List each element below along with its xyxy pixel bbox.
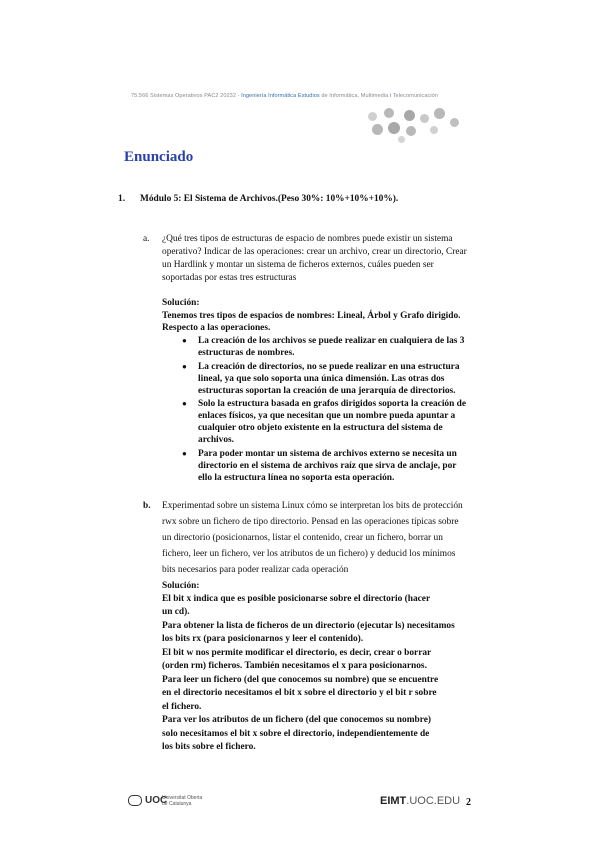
eimt-logo: [380, 795, 460, 807]
question-b-line: bits necesarios para poder realizar cada operación: [162, 565, 349, 575]
solution-b-line: el fichero.: [162, 702, 202, 712]
bullet-text: lineal, ya que solo soporta una única dimensión. Las otras dos: [198, 374, 445, 384]
university-name: [162, 795, 202, 807]
eimt-domain: .UOC.EDU: [406, 795, 461, 807]
question-b-line: fichero, leer un fichero, ver los atributos de un fichero) y deducid los mínimos: [162, 549, 456, 559]
bullet-dot: ●: [182, 362, 187, 371]
solution-a-label: Solución:: [162, 298, 200, 308]
solution-b-line: solo necesitamos el bit x sobre el directorio, independientemente de: [162, 729, 430, 739]
running-header: [131, 93, 438, 99]
uoc-logo-icon: [128, 795, 142, 806]
bullet-text: estructuras soportan la creación de una jerarquía de directorios.: [198, 386, 456, 396]
solution-b-line: los bits sobre el fichero.: [162, 742, 256, 752]
question-a-letter: a.: [143, 234, 150, 244]
header-course: 75.566 Sistemas Operativos PAC2 20232 -: [131, 93, 242, 99]
bullet-text: cualquier otro objeto existente en la estructura del sistema de: [198, 423, 443, 433]
question-b-line: un directorio (posicionarnos, listar el contenido, crear un fichero, borrar un: [162, 533, 443, 543]
solution-b-line: Para ver los atributos de un fichero (del que conocemos su nombre): [162, 715, 431, 725]
question-a-line: soportadas por estas tres estructuras: [162, 273, 297, 283]
solution-b-line: los bits rx (para posicionarnos y leer el contenido).: [162, 634, 364, 644]
eimt-text: EIMT: [380, 795, 407, 807]
question-b-letter: b.: [143, 501, 151, 511]
bullet-text: archivos.: [198, 435, 235, 445]
solution-b-label: Solución:: [162, 581, 200, 591]
solution-b-line: Para obtener la lista de ficheros de un directorio (ejecutar ls) necesitamos: [162, 621, 455, 631]
solution-b-line: en el directorio necesitamos el bit x sobre el directorio y el bit r sobre: [162, 688, 437, 698]
header-school: de Informática, Multimedia: [319, 93, 390, 99]
bullet-text: La creación de los archivos se puede realizar en cualquiera de las 3: [198, 336, 465, 346]
university-line: Universitat Oberta: [162, 795, 203, 801]
solution-a-line: Respecto a las operaciones.: [162, 323, 271, 333]
solution-b-line: El bit x indica que es posible posicionarse sobre el directorio (hacer: [162, 594, 431, 604]
header-separator: i: [389, 93, 392, 99]
solution-b-line: Para leer un fichero (del que conocemos su nombre) que se encuentre: [162, 675, 439, 685]
bullet-text: Solo la estructura basada en grafos dirigidos soporta la creación de: [198, 399, 467, 409]
bullet-text: La creación de directorios, no se puede realizar en una estructura: [198, 362, 460, 372]
header-studies: Ingeniería Informática Estudios: [241, 93, 320, 99]
header-telecom: Telecomunicación: [391, 93, 438, 99]
bullet-text: ello la estructura línea no soporta esta operación.: [198, 473, 395, 483]
question-a-line: operativo? Indicar de las operaciones: crear un archivo, crear un directorio, Crear: [162, 247, 467, 257]
bullet-text: Para poder montar un sistema de archivos externo se necesita un: [198, 449, 457, 459]
question-a-line: un Hardlink y montar un sistema de ficheros externos, cuáles pueden ser: [162, 260, 434, 270]
question-b-line: rwx sobre un fichero de tipo directorio. Pensad en las operaciones típicas sobre: [162, 517, 459, 527]
item-number: 1.: [118, 194, 126, 204]
item-heading: Módulo 5: El Sistema de Archivos.(Peso 30%: 10%+10%+10%).: [140, 194, 399, 204]
bullet-text: enlaces físicos, ya que necesitan que un nombre pueda apuntar a: [198, 411, 456, 421]
university-line: de Catalunya: [162, 801, 192, 807]
uoc-logo-text: UOC: [145, 795, 168, 807]
page-title: Enunciado: [124, 149, 194, 165]
bullet-dot: ●: [182, 336, 187, 345]
bullet-text: estructuras de nombres.: [198, 348, 295, 358]
bullet-dot: ●: [182, 449, 187, 458]
question-a-line: ¿Qué tres tipos de estructuras de espacio de nombres puede existir un sistema: [162, 234, 453, 244]
bullet-dot: ●: [182, 399, 187, 408]
decorative-dots-logo: [368, 108, 468, 148]
page-number: 2: [466, 797, 471, 808]
solution-b-line: un cd).: [162, 607, 190, 617]
question-b-line: Experimentad sobre un sistema Linux cómo se interpretan los bits de protección: [162, 501, 463, 511]
solution-a-line: Tenemos tres tipos de espacios de nombres: Lineal, Árbol y Grafo dirigido.: [162, 311, 461, 321]
solution-b-line: (orden rm) ficheros. También necesitamos el x para posicionarnos.: [162, 661, 427, 671]
bullet-text: directorio en el sistema de archivos raíz que sirva de anclaje, por: [198, 461, 457, 471]
solution-b-line: El bit w nos permite modificar el directorio, es decir, crear o borrar: [162, 648, 432, 658]
